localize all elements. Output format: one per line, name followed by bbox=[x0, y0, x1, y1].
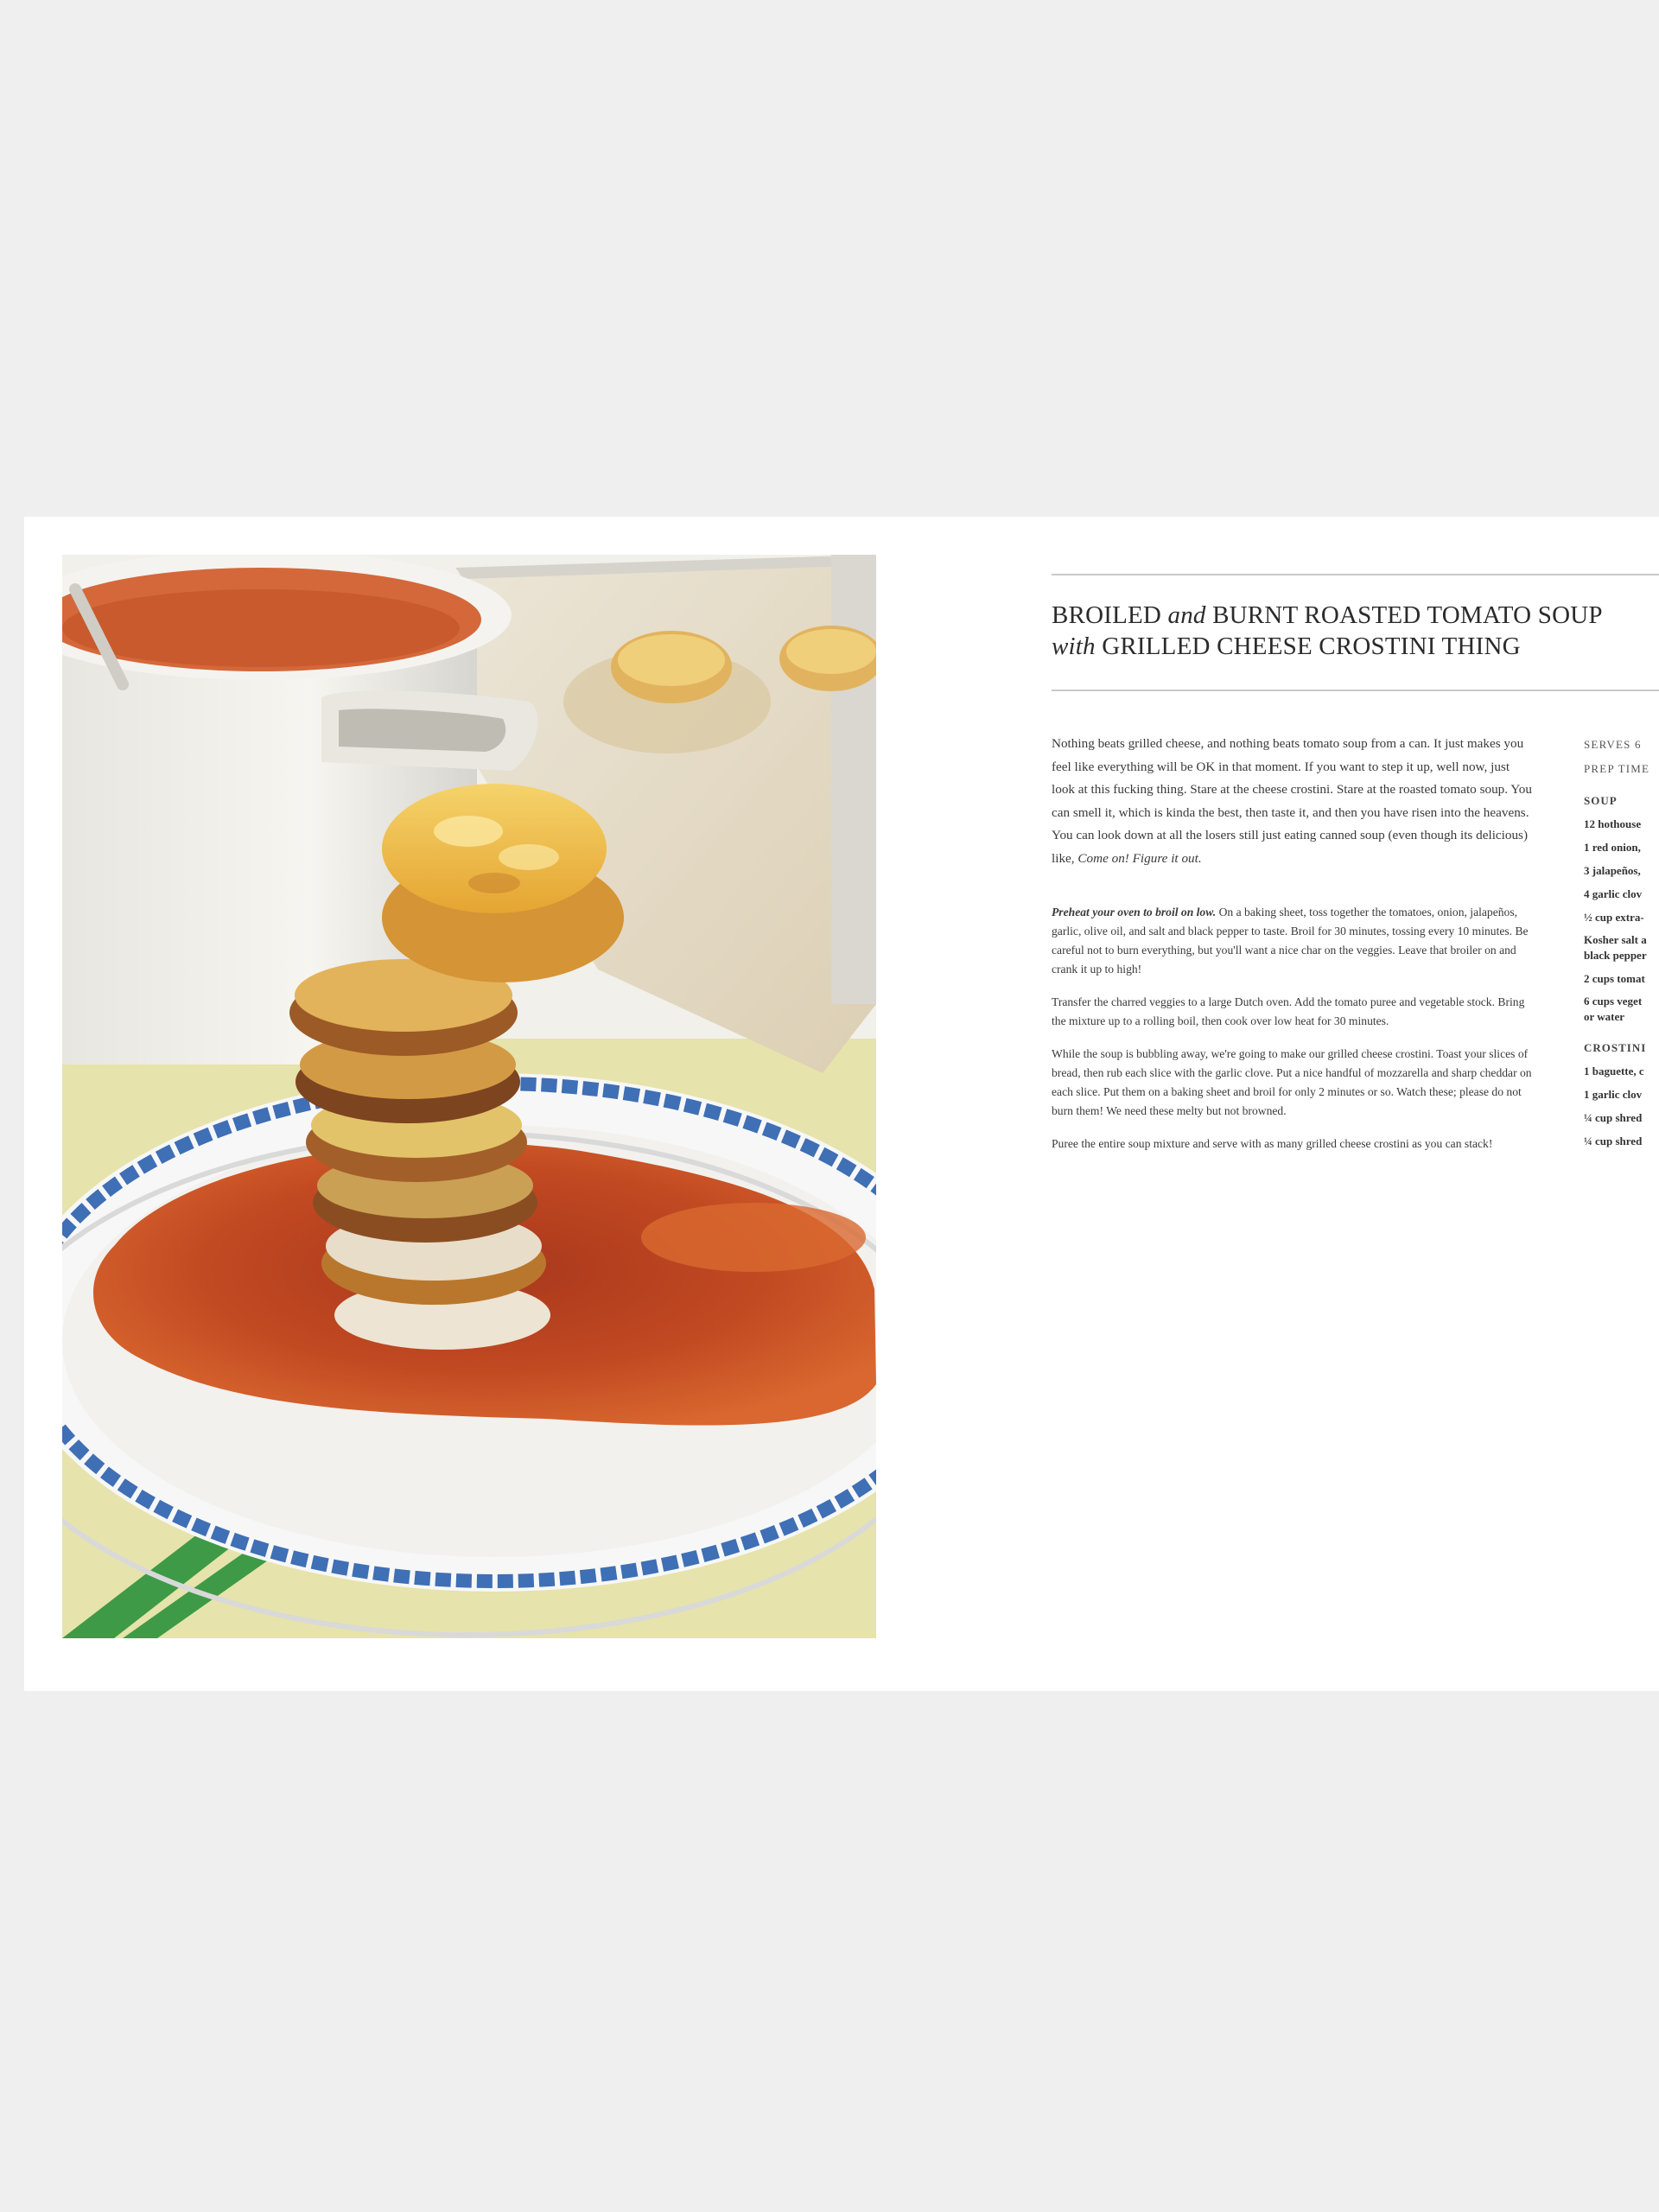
ingredient-item: ½ cup extra- bbox=[1584, 911, 1644, 924]
ingredient-item: 1 garlic clov bbox=[1584, 1088, 1643, 1101]
ingredient-item: 2 cups tomat bbox=[1584, 972, 1645, 985]
step-2: Transfer the charred veggies to a large Dutch oven. Add the tomato puree and vegetable stock. Bring the mixture up to a rolling boil, then cook over low heat for 30 minutes. bbox=[1052, 995, 1525, 1027]
ingredient-item: 12 hothouse bbox=[1584, 817, 1642, 830]
crostini-heading: CROSTINI bbox=[1584, 1041, 1647, 1054]
intro-italic: Come on! Figure it out. bbox=[1077, 850, 1202, 866]
step-3: While the soup is bubbling away, we're going to make our grilled cheese crostini. Toast your slices of bread, then rub each slice with the garlic clove. Put a nice handful of mozzarella and sharp cheddar on each slice. Put them on a baking sheet and broil for only 2 minutes or so. Watch these; please do not burn them! We need these melty but not browned. bbox=[1052, 1047, 1532, 1117]
ingredient-item: 6 cups veget or water bbox=[1584, 995, 1643, 1023]
title-connector: with bbox=[1052, 632, 1096, 660]
serves-label: SERVES 6 bbox=[1584, 738, 1642, 751]
title-word: GRILLED CHEESE CROSTINI THING bbox=[1102, 632, 1521, 660]
ingredients-column bbox=[1584, 733, 1659, 1153]
ingredient-item: ¼ cup shred bbox=[1584, 1135, 1643, 1147]
ingredient-item: 1 red onion, bbox=[1584, 841, 1641, 854]
step-1 bbox=[1052, 903, 1535, 979]
title-line-1 bbox=[1052, 600, 1659, 631]
step-4: Puree the entire soup mixture and serve with as many grilled cheese crostini as you can stack! bbox=[1052, 1137, 1493, 1150]
ingredient-item: Kosher salt a black pepper bbox=[1584, 933, 1647, 962]
soup-ingredient-list bbox=[1584, 812, 1659, 1028]
ingredient-item: ¼ cup shred bbox=[1584, 1111, 1643, 1124]
title-word: BURNT ROASTED TOMATO SOUP bbox=[1212, 601, 1603, 629]
title-connector: and bbox=[1167, 601, 1206, 629]
intro-text: Nothing beats grilled cheese, and nothing beats tomato soup from a can. It just makes you feel like everything will be OK in that moment. If you want to step it up, well now, just look at this fucking thing. Stare at the cheese crostini. Stare at the roasted tomato soup. You can smell it, which is kinda the best, then taste it, and then you have risen into the heavens. You can look down at all the losers still just eating canned soup (even though its delicious) like, bbox=[1052, 736, 1532, 866]
title-top-rule bbox=[1052, 574, 1659, 575]
ingredient-item: 4 garlic clov bbox=[1584, 887, 1643, 900]
soup-heading: SOUP bbox=[1584, 794, 1618, 807]
recipe-photo bbox=[62, 555, 876, 1638]
step-1-text: On a baking sheet, toss together the tomatoes, onion, jalapeños, garlic, olive oil, and salt and black pepper to taste. Broil for 30 minutes, tossing every 10 minutes. Be careful not to burn everything, but you'll want a nice char on the veggies. Leave that broiler on and crank it up to high! bbox=[1052, 906, 1529, 976]
intro-paragraph bbox=[1052, 733, 1535, 870]
title-bottom-rule bbox=[1052, 690, 1659, 691]
prep-time-label: PREP TIME bbox=[1584, 762, 1650, 775]
recipe-body bbox=[1052, 733, 1535, 1167]
title-line-2 bbox=[1052, 631, 1659, 662]
ingredient-item: 1 baguette, c bbox=[1584, 1065, 1644, 1077]
recipe-title bbox=[1052, 600, 1659, 662]
title-word: BROILED bbox=[1052, 601, 1162, 629]
ingredient-item: 3 jalapeños, bbox=[1584, 864, 1641, 877]
crostini-ingredient-list bbox=[1584, 1059, 1659, 1153]
book-spread bbox=[24, 517, 1659, 1691]
step-1-lead: Preheat your oven to broil on low. bbox=[1052, 906, 1217, 918]
